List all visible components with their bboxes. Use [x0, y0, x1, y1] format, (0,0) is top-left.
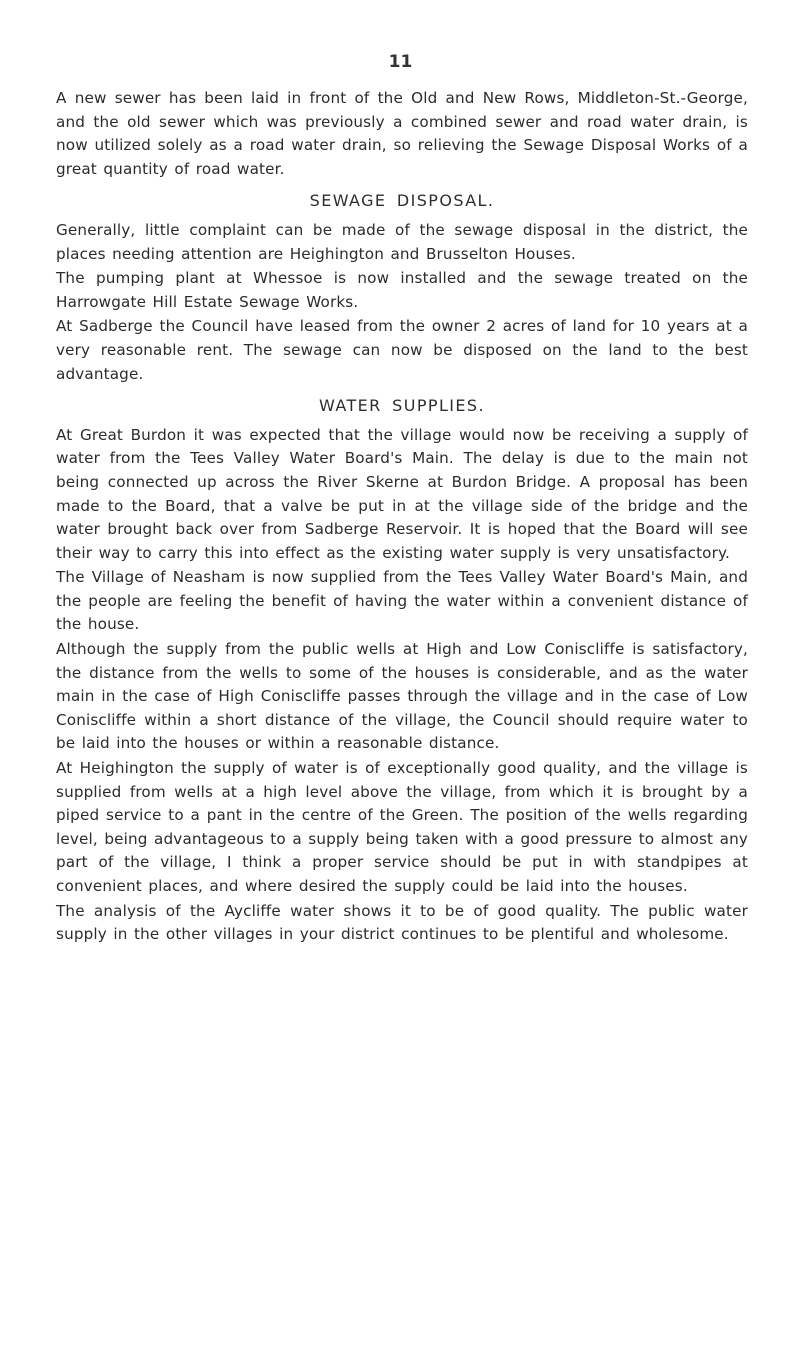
paragraph-sewage-sadberge: At Sadberge the Council have leased from the owner 2 acres of land for 10 years at a very reasonable rent. The sewage can now be disposed on the land to the best advantage. [56, 317, 748, 383]
paragraph-sewage-general: Generally, little complaint can be made of the sewage disposal in the district, the places needing attention are Heighington and Brusselton Houses. [56, 220, 748, 263]
paragraph-sewage-whessoe: The pumping plant at Whessoe is now installed and the sewage treated on the Harrowgate Hill Estate Sewage Works. [56, 269, 748, 311]
paragraph-water-heighington: At Heighington the supply of water is of exceptionally good quality, and the village is supplied from wells at a high level above the village, from which it is brought by a piped service to a pant in the centre of the Green. The position of the wells regarding level, being advantageous to a supply being taken with a good pressure to almost any part of the village, I think a proper service should be put in with standpipes at convenient places, and where desired the supply could be laid into the houses. [56, 759, 748, 895]
paragraph-water-coniscliffe: Although the supply from the public wells at High and Low Coniscliffe is satisfactory, the distance from the wells to some of the houses is considerable, and as the water main in the case of High Coniscliffe passes through the village and in the case of Low Coniscliffe within a short distance of the village, the Council should require water to be laid into the houses or within a reasonable distance. [56, 640, 748, 753]
heading-water-supplies: WATER SUPPLIES. [319, 396, 485, 416]
paragraph-sewer-middleton: A new sewer has been laid in front of the Old and New Rows, Middleton-St.-George, and the old sewer which was previously a combined sewer and road water drain, is now utilized solely as a road water drain, so relieving the Sewage Disposal Works of a great quantity of road water. [56, 89, 748, 178]
page-content [56, 87, 748, 947]
paragraph-water-neasham: The Village of Neasham is now supplied from the Tees Valley Water Board's Main, and the people are feeling the benefit of having the water within a convenient distance of the house. [56, 568, 748, 634]
paragraph-water-aycliffe: The analysis of the Aycliffe water shows it to be of good quality. The public water supply in the other villages in your district continues to be plentiful and wholesome. [56, 901, 748, 944]
heading-sewage-disposal: SEWAGE DISPOSAL. [309, 191, 495, 211]
paragraph-water-great-burdon: At Great Burdon it was expected that the village would now be receiving a supply of water from the Tees Valley Water Board's Main. The delay is due to the main not being connected up across the River Skerne at Burdon Bridge. A proposal has been made to the Board, that a valve be put in at the village side of the bridge and the water brought back over from Sadberge Reservoir. It is hoped that the Board will see their way to carry this into effect as the existing water supply is very unsatisfactory. [56, 425, 748, 562]
page-number: 11 [388, 52, 413, 72]
